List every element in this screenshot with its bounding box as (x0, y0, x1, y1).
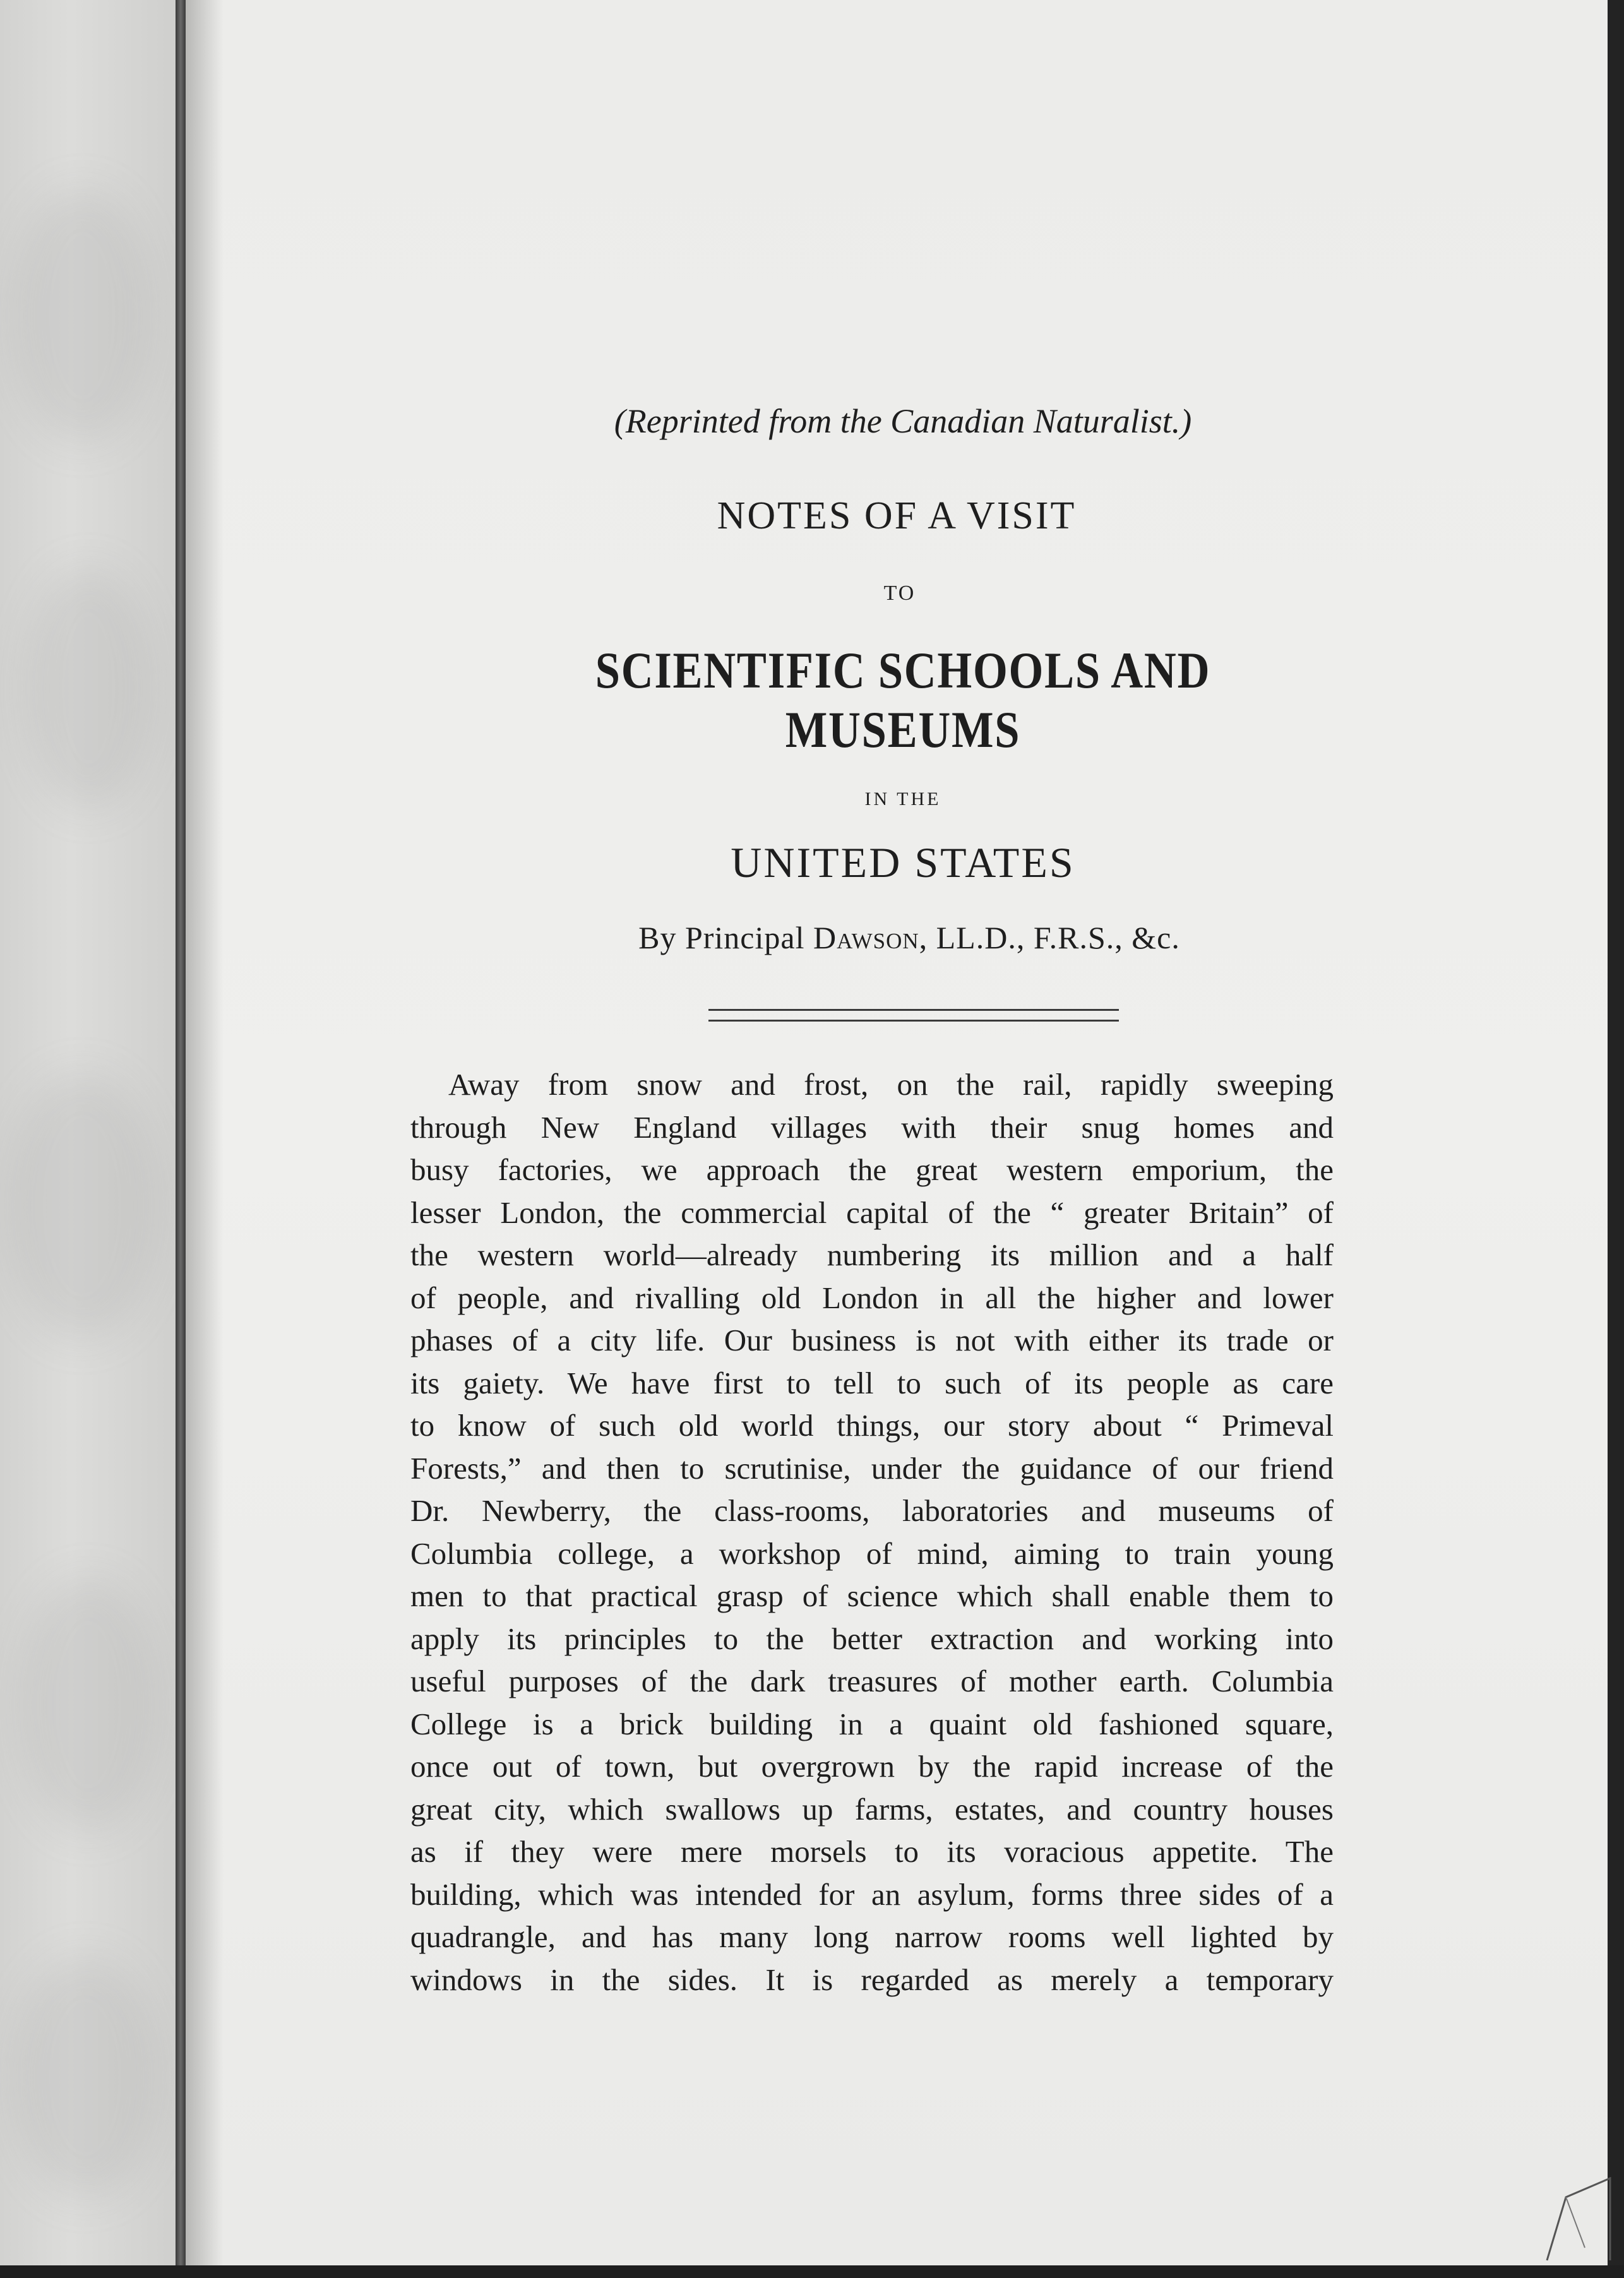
corner-fold-mark (1541, 2172, 1616, 2267)
body-line: through New England villages with their snug homes and (410, 1109, 1334, 1145)
right-edge (1608, 0, 1624, 2278)
body-line: phases of a city life. Our business is not with either its trade or (410, 1323, 1334, 1357)
body-line: of people, and rivalling old London in all the higher and lower (410, 1280, 1334, 1315)
body-line: once out of town, but overgrown by the rapid increase of the (410, 1749, 1334, 1784)
title-notes-of-a-visit: NOTES OF A VISIT (717, 494, 1077, 537)
body-line: to know of such old world things, our story about “ Primeval (410, 1408, 1334, 1443)
body-line: its gaiety. We have first to tell to such of its people as care (410, 1365, 1334, 1400)
title-in-the: IN THE (864, 789, 941, 809)
byline (480, 919, 1339, 956)
title-united-states: UNITED STATES (731, 838, 1075, 886)
page-content (410, 404, 1339, 2001)
body-line: College is a brick building in a quaint old fashioned square, (410, 1706, 1334, 1741)
title-scientific-schools: SCIENTIFIC SCHOOLS AND MUSEUMS (595, 641, 1211, 758)
body-line: men to that practical grasp of science which shall enable them to (410, 1578, 1334, 1613)
double-rule-divider (708, 1009, 1119, 1022)
body-line: Columbia college, a workshop of mind, aiming to train young (410, 1536, 1334, 1571)
byline-author: Dawson, (813, 920, 928, 955)
body-line: busy factories, we approach the great western emporium, the (410, 1152, 1334, 1187)
body-line: lesser London, the commercial capital of the “ greater Britain” of (410, 1195, 1334, 1230)
title-to: TO (883, 581, 916, 605)
body-paragraph (410, 1063, 1334, 2001)
body-line: as if they were mere morsels to its voracious appetite. The (410, 1834, 1334, 1869)
bottom-edge (0, 2265, 1624, 2278)
binding-gutter (176, 0, 186, 2267)
body-line: quadrangle, and has many long narrow rooms well lighted by (410, 1919, 1334, 1954)
body-line: Forests,” and then to scrutinise, under the guidance of our friend (410, 1450, 1334, 1486)
body-line: Dr. Newberry, the class-rooms, laboratories and museums of (410, 1493, 1334, 1528)
reprint-note: (Reprinted from the Canadian Naturalist.) (614, 402, 1192, 440)
body-line: the western world—already numbering its million and a half (410, 1237, 1334, 1272)
byline-credentials: LL.D., F.R.S., &c. (936, 920, 1180, 955)
body-line: apply its principles to the better extraction and working into (410, 1621, 1334, 1656)
body-line: windows in the sides. It is regarded as merely a temporary (410, 1962, 1334, 1997)
body-line: great city, which swallows up farms, estates, and country houses (410, 1791, 1334, 1827)
byline-prefix: By Principal (638, 920, 805, 955)
previous-leaf-stub (0, 0, 177, 2267)
gutter-shadow (186, 0, 224, 2267)
body-line: Away from snow and frost, on the rail, rapidly sweeping (448, 1067, 1334, 1102)
body-line: useful purposes of the dark treasures of mother earth. Columbia (410, 1664, 1334, 1698)
body-line: building, which was intended for an asylum, forms three sides of a (410, 1876, 1334, 1912)
